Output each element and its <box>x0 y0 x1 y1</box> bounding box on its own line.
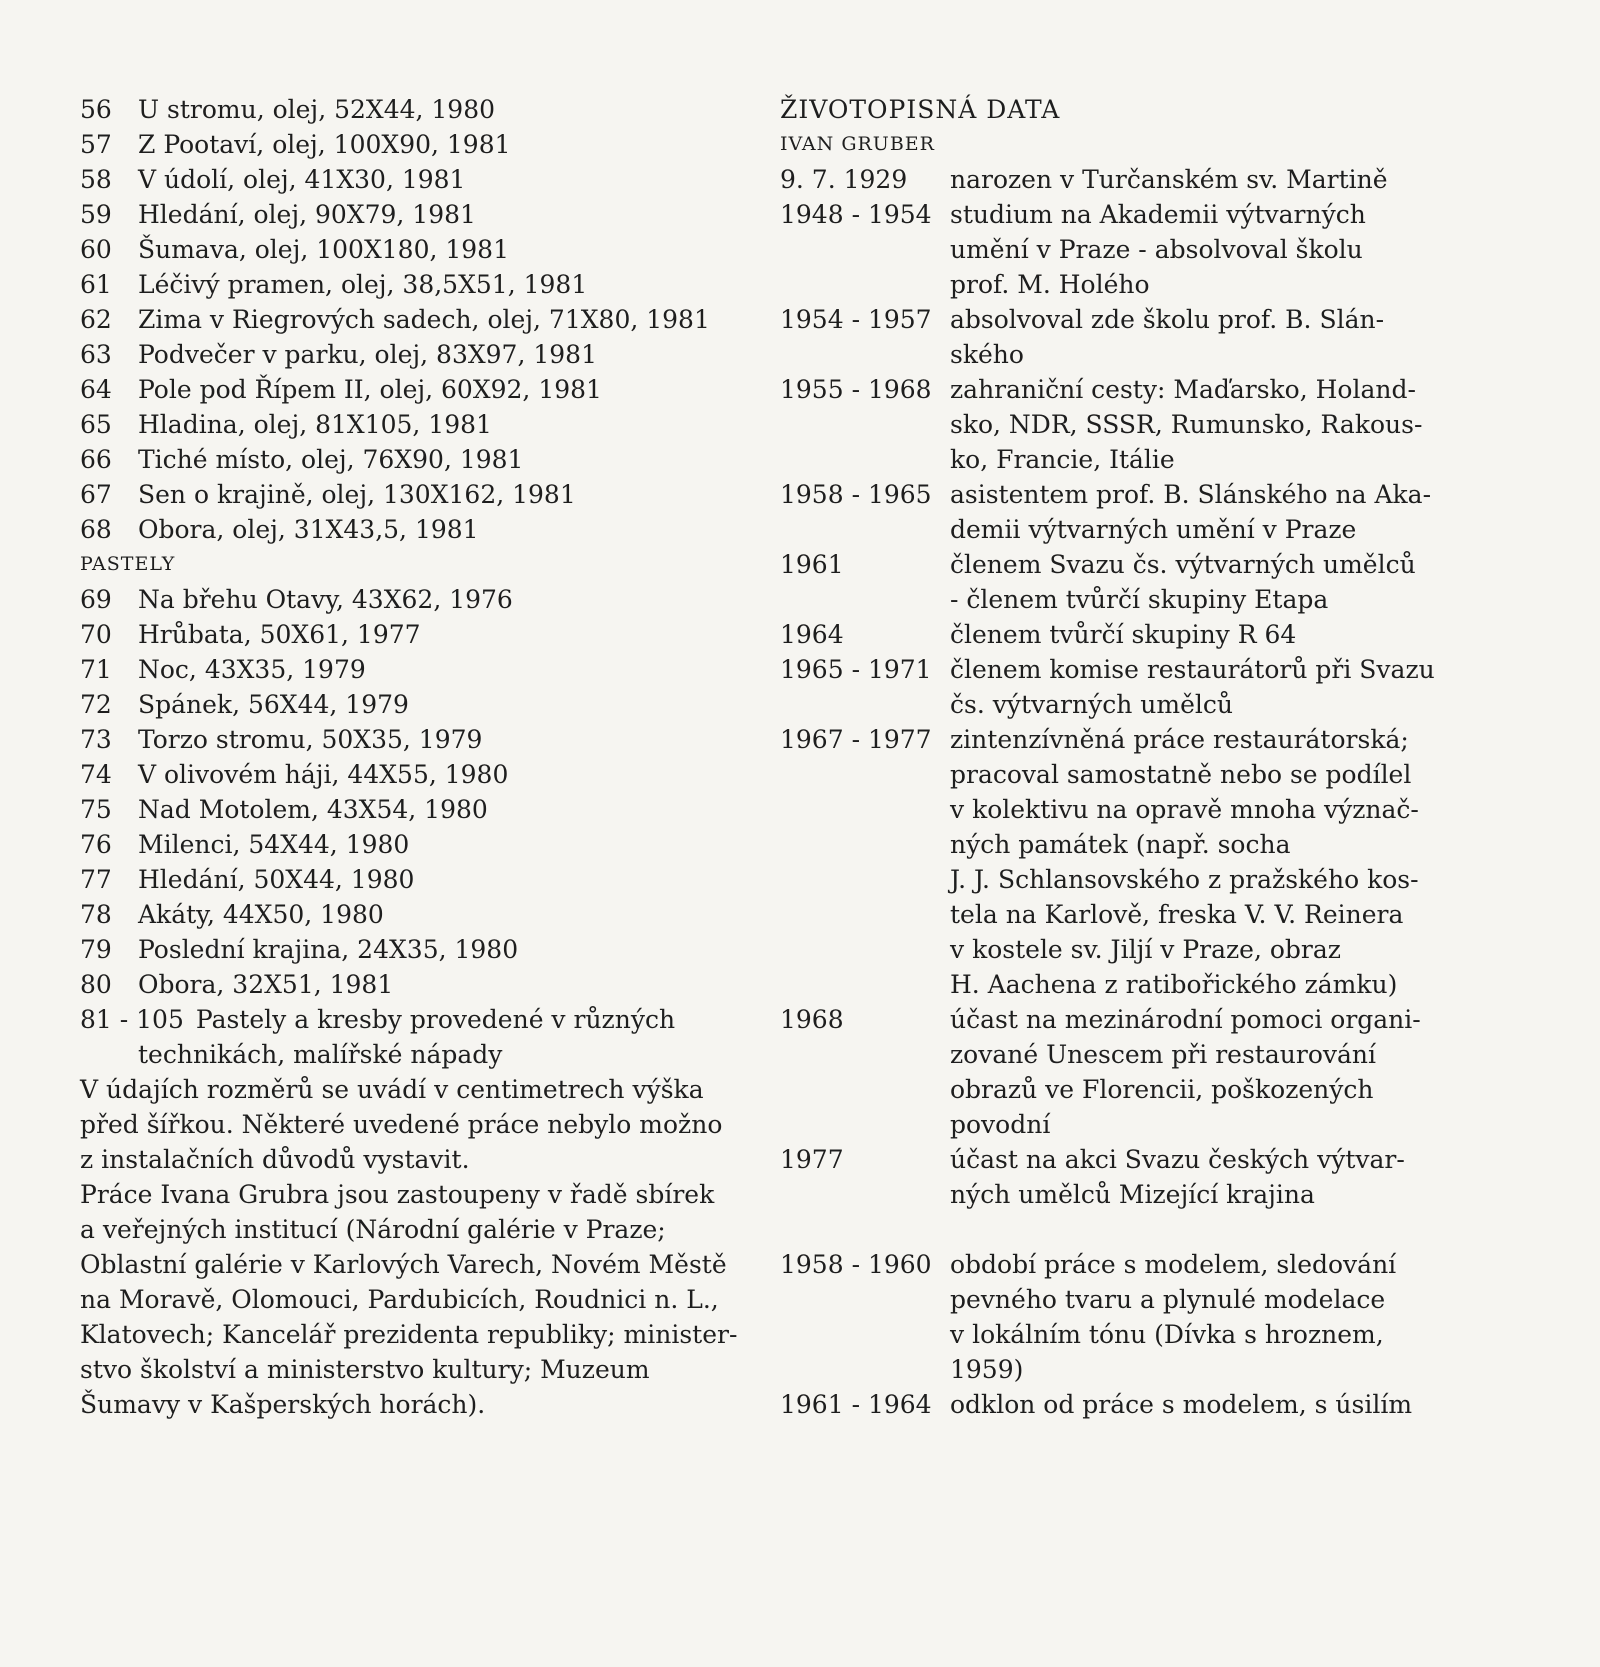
item-text: Milenci, 54X44, 1980 <box>138 830 410 859</box>
list-item <box>80 792 760 827</box>
oil-works-list <box>80 92 760 547</box>
item-number: 66 <box>80 445 112 474</box>
biography-column <box>780 92 1460 1422</box>
item-number: 65 <box>80 410 112 439</box>
bio-entry <box>780 1002 1460 1142</box>
item-text: Hledání, olej, 90X79, 1981 <box>138 200 476 229</box>
bio-entry <box>780 197 1460 302</box>
list-item <box>80 127 760 162</box>
bio-text: čs. výtvarných umělců <box>950 690 1233 719</box>
list-item <box>80 197 760 232</box>
item-text: Zima v Riegrových sadech, olej, 71X80, 1981 <box>138 305 710 334</box>
pastel-works-list <box>80 582 760 1002</box>
item-number: 62 <box>80 305 112 334</box>
bio-year: 1968 <box>780 1005 844 1034</box>
item-number: 80 <box>80 970 112 999</box>
note-line: Šumavy v Kašperských horách). <box>80 1390 486 1419</box>
period-text: období práce s modelem, sledování <box>950 1250 1397 1279</box>
item-text-continued: technikách, malířské nápady <box>138 1040 503 1069</box>
item-number: 59 <box>80 200 112 229</box>
list-item <box>80 267 760 302</box>
bio-text: ko, Francie, Itálie <box>950 445 1175 474</box>
item-number: 73 <box>80 725 112 754</box>
item-number: 63 <box>80 340 112 369</box>
bio-text: pracoval samostatně nebo se podílel <box>950 760 1412 789</box>
period-entry <box>780 1247 1460 1387</box>
item-number: 77 <box>80 865 112 894</box>
note-line: na Moravě, Olomouci, Pardubicích, Roudnici n. L., <box>80 1285 719 1314</box>
bio-text: demii výtvarných umění v Praze <box>950 515 1357 544</box>
item-number: 70 <box>80 620 112 649</box>
bio-text: zahraniční cesty: Maďarsko, Holand- <box>950 375 1416 404</box>
list-item <box>80 232 760 267</box>
list-item <box>80 92 760 127</box>
list-item <box>80 407 760 442</box>
bio-text: ných umělců Mizející krajina <box>950 1180 1315 1209</box>
item-text: V údolí, olej, 41X30, 1981 <box>138 165 466 194</box>
biography-title: ŽIVOTOPISNÁ DATA <box>780 95 1061 124</box>
bio-entry <box>780 1142 1460 1212</box>
bio-year: 9. 7. 1929 <box>780 165 908 194</box>
bio-entry <box>780 162 1460 197</box>
bio-entry <box>780 547 1460 617</box>
bio-text: členem tvůrčí skupiny R 64 <box>950 620 1297 649</box>
item-number: 71 <box>80 655 112 684</box>
bio-text: v kolektivu na opravě mnoha význač- <box>950 795 1419 824</box>
item-text: Hrůbata, 50X61, 1977 <box>138 620 421 649</box>
section-gap <box>780 1212 1460 1247</box>
item-text: Pastely a kresby provedené v různých <box>195 1005 676 1034</box>
note-line: Oblastní galérie v Karlových Varech, Novém Městě <box>80 1250 727 1279</box>
bio-year: 1961 <box>780 550 844 579</box>
item-text: V olivovém háji, 44X55, 1980 <box>138 760 509 789</box>
period-year: 1961 - 1964 <box>780 1390 932 1419</box>
bio-text: členem Svazu čs. výtvarných umělců <box>950 550 1416 579</box>
range-item <box>80 1002 760 1072</box>
bio-text: členem komise restaurátorů při Svazu <box>950 655 1435 684</box>
item-text: Šumava, olej, 100X180, 1981 <box>138 235 509 264</box>
note-line: a veřejných institucí (Národní galérie v Praze; <box>80 1215 666 1244</box>
item-text: U stromu, olej, 52X44, 1980 <box>138 95 496 124</box>
bio-entry <box>780 617 1460 652</box>
bio-text: H. Aachena z ratibořického zámku) <box>950 970 1398 999</box>
period-text: odklon od práce s modelem, s úsilím <box>950 1390 1413 1419</box>
artist-name: IVAN GRUBER <box>780 133 935 155</box>
item-text: Podvečer v parku, olej, 83X97, 1981 <box>138 340 597 369</box>
bio-year: 1967 - 1977 <box>780 725 932 754</box>
item-text: Obora, olej, 31X43,5, 1981 <box>138 515 479 544</box>
bio-text: ského <box>950 340 1024 369</box>
bio-text: narozen v Turčanském sv. Martině <box>950 165 1388 194</box>
bio-entry <box>780 652 1460 722</box>
item-number: 58 <box>80 165 112 194</box>
item-text: Akáty, 44X50, 1980 <box>138 900 384 929</box>
list-item <box>80 477 760 512</box>
item-text: Nad Motolem, 43X54, 1980 <box>138 795 488 824</box>
bio-text: sko, NDR, SSSR, Rumunsko, Rakous- <box>950 410 1423 439</box>
bio-text: prof. M. Holého <box>950 270 1150 299</box>
bio-year: 1958 - 1965 <box>780 480 932 509</box>
note-line: z instalačních důvodů vystavit. <box>80 1145 470 1174</box>
bio-entry <box>780 477 1460 547</box>
item-text: Léčivý pramen, olej, 38,5X51, 1981 <box>138 270 588 299</box>
bio-text: J. J. Schlansovského z pražského kos- <box>950 865 1419 894</box>
item-number: 76 <box>80 830 112 859</box>
list-item <box>80 442 760 477</box>
bio-year: 1964 <box>780 620 844 649</box>
list-item <box>80 337 760 372</box>
item-text: Na břehu Otavy, 43X62, 1976 <box>138 585 513 614</box>
item-text: Obora, 32X51, 1981 <box>138 970 394 999</box>
item-text: Sen o krajině, olej, 130X162, 1981 <box>138 480 576 509</box>
item-text: Pole pod Řípem II, olej, 60X92, 1981 <box>138 375 602 404</box>
item-number: 68 <box>80 515 112 544</box>
item-number: 61 <box>80 270 112 299</box>
bio-year: 1954 - 1957 <box>780 305 932 334</box>
item-text: Z Pootaví, olej, 100X90, 1981 <box>138 130 511 159</box>
bio-text: v kostele sv. Jiljí v Praze, obraz <box>950 935 1341 964</box>
list-item <box>80 512 760 547</box>
list-item <box>80 687 760 722</box>
note-line: stvo školství a ministerstvo kultury; Muzeum <box>80 1355 650 1384</box>
item-number: 67 <box>80 480 112 509</box>
item-number: 57 <box>80 130 112 159</box>
list-item <box>80 862 760 897</box>
item-number: 81 - 105 <box>80 1005 184 1034</box>
period-entry <box>780 1387 1460 1422</box>
list-item <box>80 757 760 792</box>
note-line: V údajích rozměrů se uvádí v centimetrech výška <box>80 1075 704 1104</box>
list-item <box>80 932 760 967</box>
list-item <box>80 722 760 757</box>
item-number: 72 <box>80 690 112 719</box>
bio-text: ných památek (např. socha <box>950 830 1291 859</box>
list-item <box>80 582 760 617</box>
bio-year: 1955 - 1968 <box>780 375 932 404</box>
bio-text: tela na Karlově, freska V. V. Reinera <box>950 900 1404 929</box>
bio-text: zované Unescem při restaurování <box>950 1040 1376 1069</box>
bio-entry <box>780 722 1460 1002</box>
bio-text: - členem tvůrčí skupiny Etapa <box>950 585 1329 614</box>
list-item <box>80 372 760 407</box>
item-text: Poslední krajina, 24X35, 1980 <box>138 935 519 964</box>
bio-text: účast na akci Svazu českých výtvar- <box>950 1145 1405 1174</box>
bio-text: asistentem prof. B. Slánského na Aka- <box>950 480 1432 509</box>
note-line: Práce Ivana Grubra jsou zastoupeny v řadě sbírek <box>80 1180 715 1209</box>
item-text: Torzo stromu, 50X35, 1979 <box>138 725 483 754</box>
bio-year: 1977 <box>780 1145 844 1174</box>
note-line: před šířkou. Některé uvedené práce nebylo možno <box>80 1110 723 1139</box>
item-text: Tiché místo, olej, 76X90, 1981 <box>138 445 524 474</box>
bio-text: umění v Praze - absolvoval školu <box>950 235 1363 264</box>
list-item <box>80 897 760 932</box>
list-item <box>80 617 760 652</box>
period-text: v lokálním tónu (Dívka s hroznem, <box>950 1320 1384 1349</box>
bio-entry <box>780 372 1460 477</box>
item-number: 75 <box>80 795 112 824</box>
item-number: 74 <box>80 760 112 789</box>
bio-entry <box>780 302 1460 372</box>
bio-text: zintenzívněná práce restaurátorská; <box>950 725 1409 754</box>
period-text: pevného tvaru a plynulé modelace <box>950 1285 1386 1314</box>
bio-year: 1948 - 1954 <box>780 200 932 229</box>
pastels-heading: PASTELY <box>80 553 176 575</box>
item-number: 56 <box>80 95 112 124</box>
bio-text: studium na Akademii výtvarných <box>950 200 1366 229</box>
list-item <box>80 162 760 197</box>
bio-year: 1965 - 1971 <box>780 655 932 684</box>
bio-text: povodní <box>950 1110 1051 1139</box>
item-number: 78 <box>80 900 112 929</box>
item-number: 64 <box>80 375 112 404</box>
list-item <box>80 827 760 862</box>
item-number: 69 <box>80 585 112 614</box>
bio-text: účast na mezinárodní pomoci organi- <box>950 1005 1421 1034</box>
period-year: 1958 - 1960 <box>780 1250 932 1279</box>
item-text: Noc, 43X35, 1979 <box>138 655 366 684</box>
item-text: Spánek, 56X44, 1979 <box>138 690 409 719</box>
bio-text: obrazů ve Florencii, poškozených <box>950 1075 1374 1104</box>
list-item <box>80 967 760 1002</box>
list-item <box>80 652 760 687</box>
list-item <box>80 302 760 337</box>
note-line: Klatovech; Kancelář prezidenta republiky; minister- <box>80 1320 738 1349</box>
note-paragraph <box>80 1072 760 1422</box>
item-text: Hladina, olej, 81X105, 1981 <box>138 410 492 439</box>
item-number: 60 <box>80 235 112 264</box>
catalogue-column <box>80 92 760 1422</box>
period-text: 1959) <box>950 1355 1024 1384</box>
item-text: Hledání, 50X44, 1980 <box>138 865 415 894</box>
bio-text: absolvoval zde školu prof. B. Slán- <box>950 305 1385 334</box>
item-number: 79 <box>80 935 112 964</box>
